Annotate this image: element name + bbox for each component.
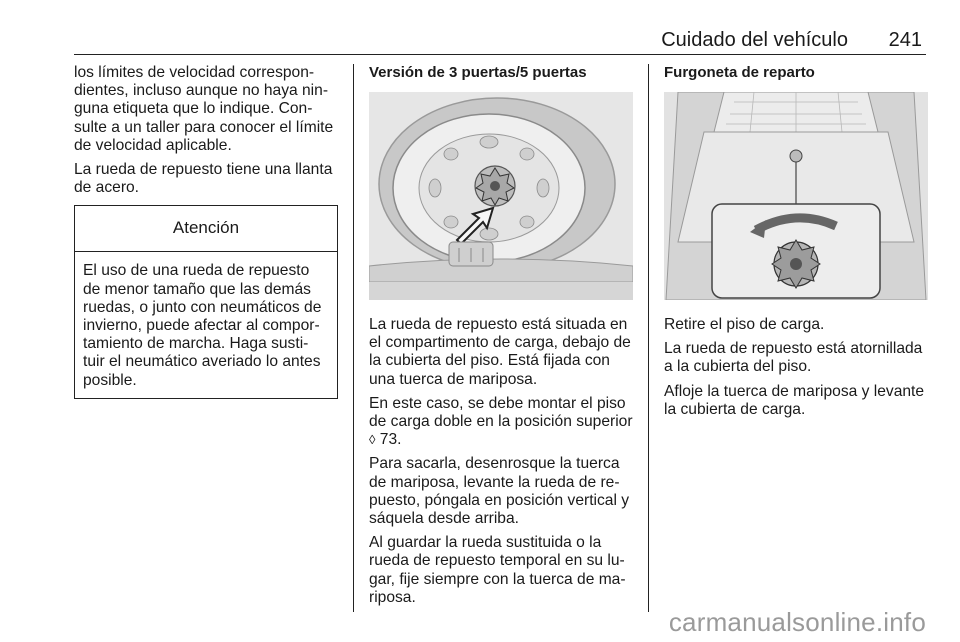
page-reference-number[interactable]: 73.: [375, 431, 402, 449]
notice-text: El uso de una rueda de repuesto de menor tamaño que las demás ruedas, o junto con neumáticos de invierno, puede afectar al compor-tamiento de marcha. Haga susti-tuir el neumático averiado lo antes posible.: [83, 262, 322, 389]
paragraph: [369, 395, 633, 450]
paragraph: La rueda de repuesto está atornillada a la cubierta del piso.: [664, 340, 923, 376]
paragraph: La rueda de repuesto tiene una llanta de acero.: [74, 161, 333, 197]
column-divider-left: [353, 64, 354, 612]
paragraph: los límites de velocidad correspon-dientes, incluso aunque no haya nin-guna etiqueta que lo indique. Con-sulte a un taller para conocer el límite de velocidad aplicable.: [74, 64, 334, 154]
paragraph: Retire el piso de carga.: [664, 316, 825, 333]
column-middle: [369, 64, 633, 613]
page-header: [74, 28, 926, 55]
watermark: carmanualsonline.info: [668, 607, 926, 637]
section-subheading: Versión de 3 puertas/5 puertas: [369, 64, 587, 81]
van-wing-nut-illustration: [664, 92, 928, 300]
column-left: [74, 64, 338, 399]
paragraph: La rueda de repuesto está situada en el compartimento de carga, debajo de la cubierta del piso. Está fijada con una tuerca de mariposa.: [369, 316, 631, 388]
paragraph: Para sacarla, desenrosque la tuerca de mariposa, levante la rueda de re-puesto, póngala en posición vertical y sáquela desde arriba.: [369, 455, 630, 528]
page-reference-icon: ◊: [369, 432, 376, 448]
spare-wheel-illustration: [369, 92, 633, 300]
page-number: 241: [888, 29, 922, 51]
paragraph: Al guardar la rueda sustituida o la rueda de repuesto temporal en su lu-gar, fije siempre con la tuerca de ma-riposa.: [369, 534, 626, 606]
notice-title: Atención: [75, 206, 337, 252]
paragraph-text: En este caso, se debe montar el piso de carga doble en la posición superior: [369, 394, 633, 431]
paragraph: Afloje la tuerca de mariposa y levante la cubierta de carga.: [664, 382, 925, 418]
column-divider-right: [648, 64, 649, 612]
page-title: Cuidado del vehículo: [661, 29, 848, 51]
notice-box: [74, 205, 338, 398]
section-subheading: Furgoneta de reparto: [664, 64, 815, 81]
column-right: [664, 64, 928, 425]
